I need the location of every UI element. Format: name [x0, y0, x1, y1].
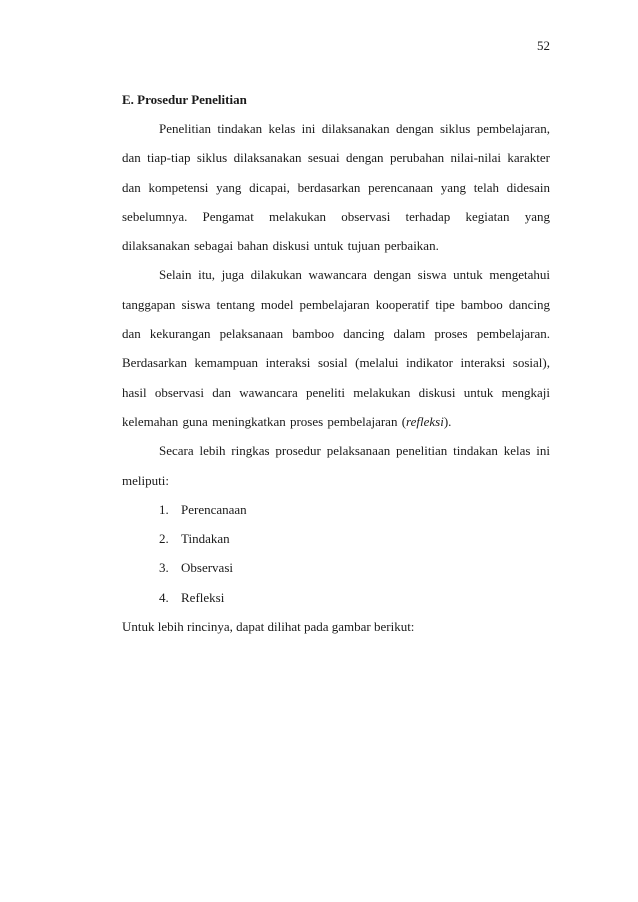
procedure-list — [122, 495, 550, 612]
list-item — [122, 524, 550, 553]
list-item-label: Refleksi — [181, 589, 225, 605]
list-item — [122, 495, 550, 524]
paragraph-3: Secara lebih ringkas prosedur pelaksanaan penelitian tindakan kelas ini meliputi: — [122, 443, 550, 488]
list-item-label: Perencanaan — [181, 501, 247, 517]
list-item-number: 2. — [159, 531, 169, 547]
list-item — [122, 583, 550, 612]
paragraph-2-italic: refleksi — [406, 413, 444, 429]
section-heading: E. Prosedur Penelitian — [122, 92, 247, 107]
list-item-number: 4. — [159, 589, 169, 605]
list-item-number: 3. — [159, 560, 169, 576]
paragraph-2 — [122, 260, 550, 436]
list-item-number: 1. — [159, 501, 169, 517]
list-item-label: Tindakan — [181, 531, 230, 547]
closing-sentence: Untuk lebih rincinya, dapat dilihat pada gambar berikut: — [122, 619, 415, 635]
paragraph-1: Penelitian tindakan kelas ini dilaksanakan dengan siklus pembelajaran, dan tiap-tiap siklus dilaksanakan sesuai dengan perubahan nilai-nilai karakter dan kompetensi yang dicapai, berdasarkan perencanaan yang telah didesain sebelumnya. Pengamat melakukan observasi terhadap kegiatan yang dilaksanakan sebagai bahan diskusi untuk tujuan perbaikan. — [122, 121, 550, 254]
list-item — [122, 553, 550, 582]
document-body — [122, 86, 550, 641]
list-item-label: Observasi — [181, 560, 233, 576]
paragraph-2-text: Selain itu, juga dilakukan wawancara dengan siswa untuk mengetahui tanggapan siswa tentang model pembelajaran kooperatif tipe bamboo dancing dan kekurangan pelaksanaan bamboo dancing dalam proses pembelajaran. Berdasarkan kemampuan interaksi sosial (melalui indikator interaksi sosial), hasil observasi dan wawancara peneliti melakukan diskusi untuk mengkaji kelemahan guna meningkatkan proses pembelajaran ( — [122, 267, 550, 429]
paragraph-2-end: ). — [443, 413, 452, 429]
page-number: 52 — [537, 38, 550, 53]
